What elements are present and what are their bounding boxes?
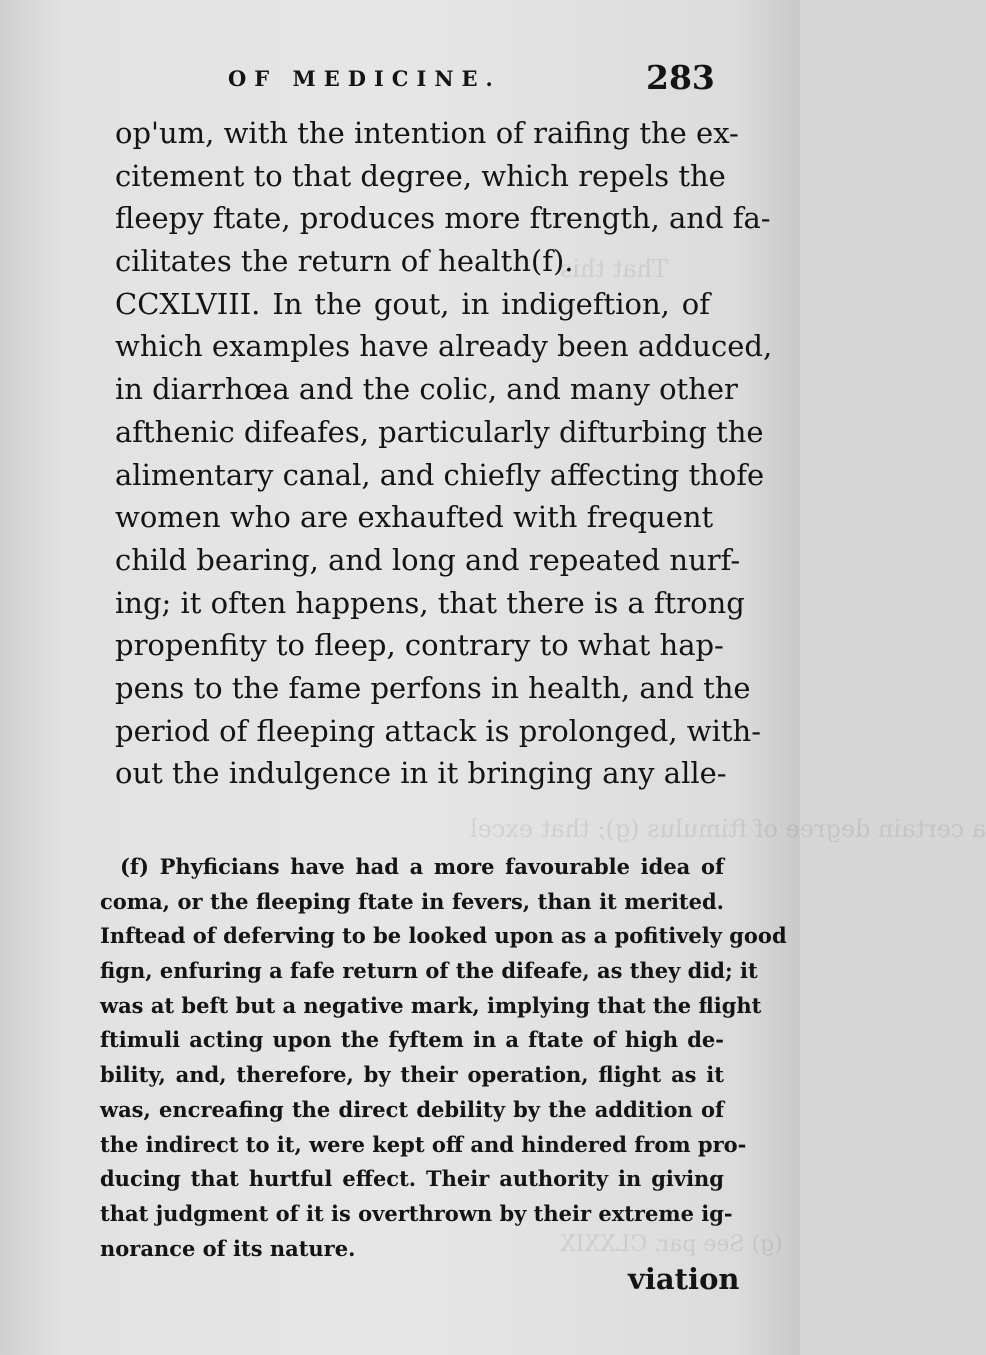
body-line: alimentary canal, and chiefly affecting thofe <box>115 457 765 492</box>
body-line: op'um, with the intention of raifing the ex- <box>115 116 739 150</box>
footnote-line: (f) Phyficians have had a more favourable idea of <box>120 854 724 879</box>
footnote-line: was, encreafing the direct debility by the addition of <box>100 1096 724 1122</box>
body-line: fleepy ftate, produces more ftrength, and fa- <box>115 201 771 236</box>
paragraph-start-line: CCXLVIII. In the gout, in indigeftion, of <box>115 286 710 321</box>
body-text <box>115 112 773 795</box>
body-line: in diarrhœa and the colic, and many other <box>115 372 738 407</box>
footnote-line: coma, or the fleeping ftate in fevers, than it merited. <box>100 888 724 914</box>
body-line: citement to that degree, which repels the <box>115 158 726 193</box>
footnote-line: was at beft but a negative mark, implying that the flight <box>100 992 762 1018</box>
catchword: viation <box>628 1262 740 1296</box>
show-through-text: That this <box>560 255 669 283</box>
body-line: pens to the fame perfons in health, and the <box>115 670 751 705</box>
footnote-line: bility, and, therefore, by their operation, flight as it <box>100 1062 724 1088</box>
footnote-line: that judgment of it is overthrown by their extreme ig- <box>100 1200 733 1226</box>
show-through-text: (g) See par. CLXXIX <box>560 1232 783 1257</box>
body-line: out the indulgence in it bringing any alle- <box>115 756 727 791</box>
footnote <box>100 850 787 1266</box>
show-through-text: a certain degree of ftimulus (g); that excel <box>470 815 986 843</box>
body-line: propenfity to fleep, contrary to what hap- <box>115 628 724 663</box>
footnote-line: the indirect to it, were kept off and hindered from pro- <box>100 1131 747 1157</box>
body-line: afthenic difeafes, particularly difturbing the <box>115 414 764 449</box>
body-line: period of fleeping attack is prolonged, with- <box>115 713 762 748</box>
body-line: cilitates the return of health(f). <box>115 244 574 279</box>
footnote-line: ftimuli acting upon the fyftem in a ftate of high de- <box>100 1027 724 1053</box>
footnote-line: norance of its nature. <box>100 1235 356 1261</box>
body-line: which examples have already been adduced, <box>115 329 773 364</box>
page-number: 283 <box>646 58 715 97</box>
body-line: women who are exhaufted with frequent <box>115 500 714 535</box>
footnote-line: ducing that hurtful effect. Their authority in giving <box>100 1166 724 1192</box>
footnote-line: Inftead of deferving to be looked upon as a pofitively good <box>100 923 787 949</box>
running-head: OF MEDICINE. <box>228 66 501 91</box>
footnote-line: fign, enfuring a fafe return of the difeafe, as they did; it <box>100 958 758 984</box>
body-line: ing; it often happens, that there is a ftrong <box>115 585 745 620</box>
body-line: child bearing, and long and repeated nurf- <box>115 542 741 577</box>
